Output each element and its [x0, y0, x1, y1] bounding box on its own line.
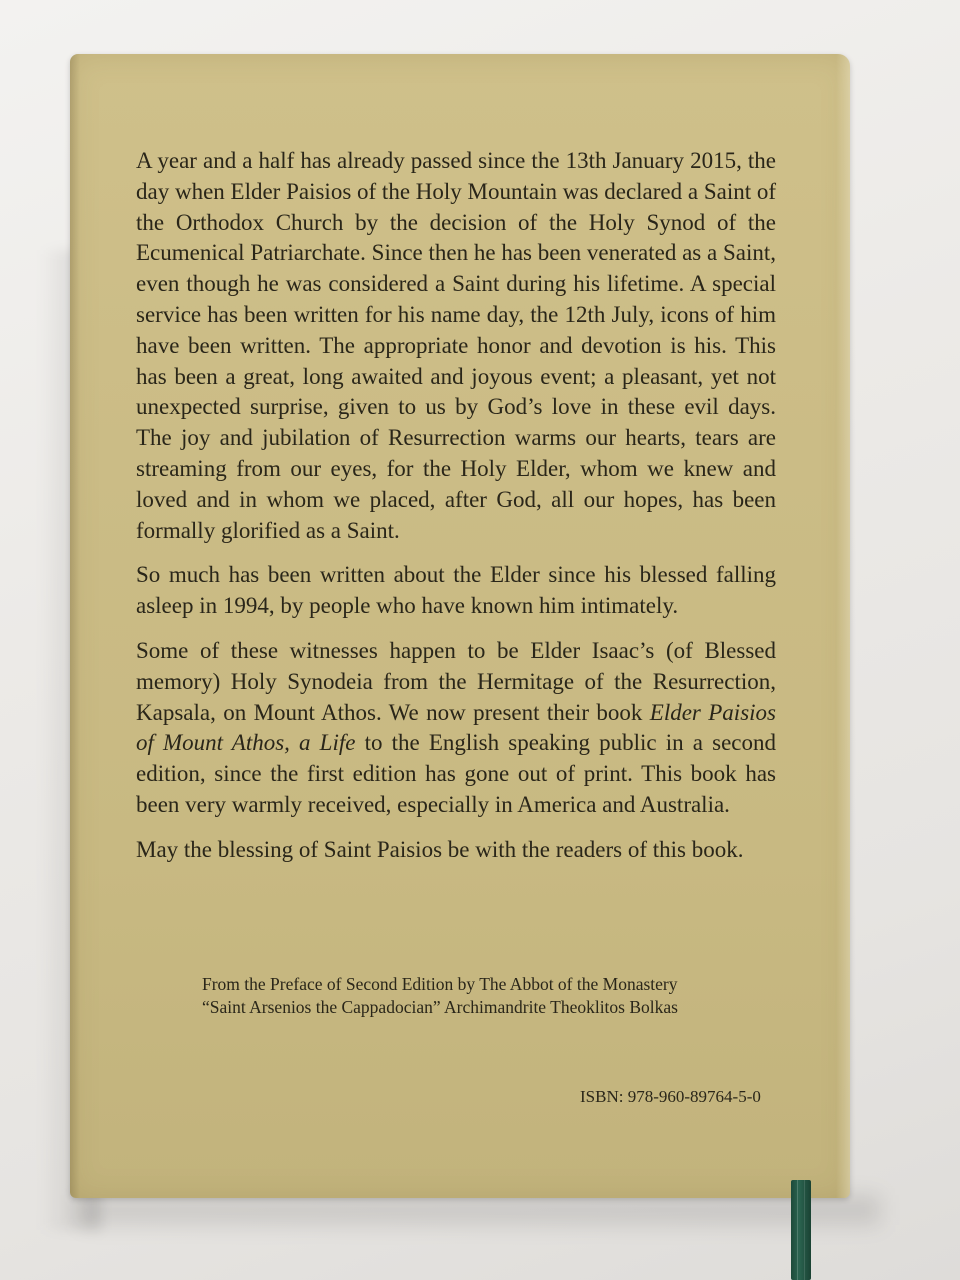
book-title-italic: Elder Paisios of Mount Athos, a Life — [136, 699, 776, 756]
book-shadow-bottom — [80, 1195, 880, 1225]
blurb-paragraph-3-after: to the English speaking public in a second edition, since the first edition has gone out of print. This book has been very warmly received, especially in America and Australia. — [136, 730, 776, 817]
blurb-paragraph-3-before: Some of these witnesses happen to be Elder Isaac’s (of Blessed memory) Holy Synodeia from the Hermitage of the Resurrection, Kapsala, on Mount Athos. We now present their book — [136, 637, 776, 725]
bookmark-ribbon — [791, 1180, 811, 1280]
attribution-line-2: “Saint Arsenios the Cappadocian” Archimandrite Theoklitos Bolkas — [202, 997, 678, 1017]
blurb-paragraph-1: A year and a half has already passed since the 13th January 2015, the day when Elder Paisios of the Holy Mountain was declared a Saint of the Orthodox Church by the decision of the Holy Synod of the Ecumenical Patriarchate. Since then he has been venerated as a Saint, even though he was considered a Saint during his lifetime. A special service has been written for his name day, the 12th July, icons of him have been written. The appropriate honor and devotion is his. This has been a great, long awaited and joyous event; a pleasant, yet not unexpected surprise, given to us by God’s love in these evil days. The joy and jubilation of Resurrection warms our hearts, tears are streaming from our eyes, for the Holy Elder, whom we knew and loved and in whom we placed, after God, all our hopes, has been formally glorified as a Saint. — [136, 148, 777, 543]
blurb-paragraph-3 — [136, 636, 776, 821]
blurb-paragraph-2: So much has been written about the Elder since his blessed falling asleep in 1994, by people who have known him intimately. — [136, 562, 776, 619]
attribution-line-1: From the Preface of Second Edition by The Abbot of the Monastery — [202, 974, 678, 994]
isbn-number: ISBN: 978-960-89764-5-0 — [580, 1087, 761, 1106]
preface-attribution — [202, 973, 792, 1019]
blurb-text — [136, 146, 776, 880]
blurb-paragraph-4: May the blessing of Saint Paisios be with the readers of this book. — [136, 836, 744, 862]
book-back-cover — [70, 54, 850, 1198]
